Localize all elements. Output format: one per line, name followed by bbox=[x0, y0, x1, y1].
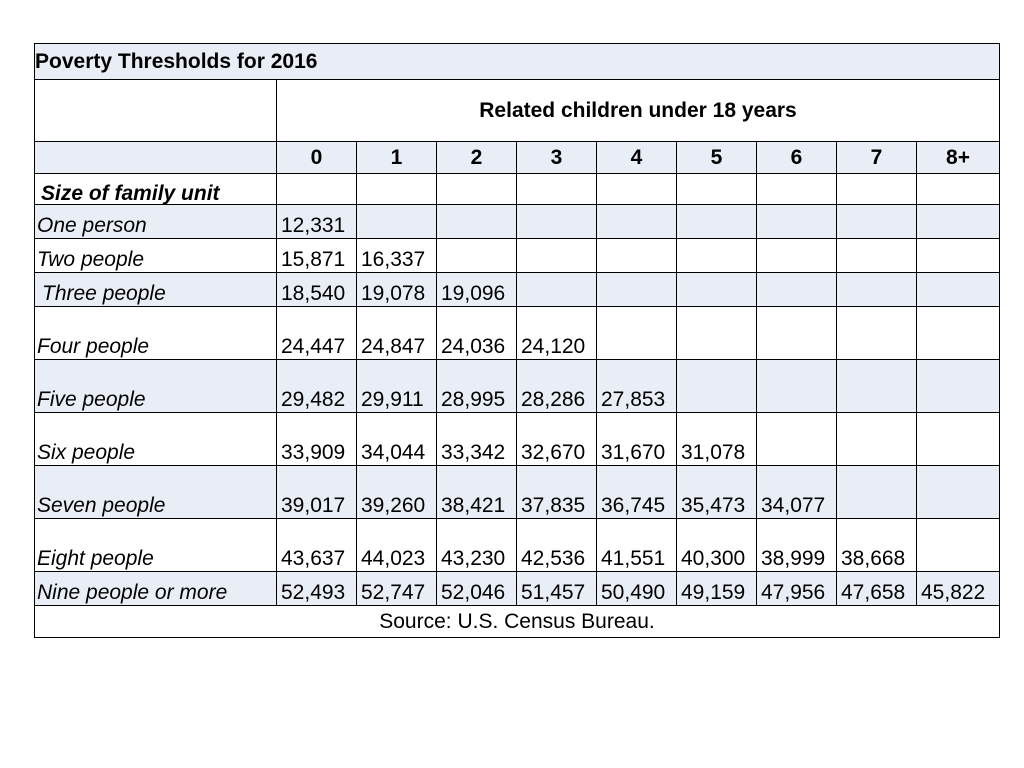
empty-header-cell bbox=[35, 142, 277, 174]
table-cell: 52,747 bbox=[357, 572, 437, 606]
table-row bbox=[35, 205, 1000, 239]
col-header-3: 3 bbox=[517, 142, 597, 174]
row-label: Two people bbox=[35, 239, 277, 273]
table-cell: 38,668 bbox=[837, 519, 917, 572]
table-cell bbox=[757, 205, 837, 239]
size-of-family-row bbox=[35, 174, 1000, 205]
table-cell bbox=[757, 413, 837, 466]
title-row bbox=[35, 44, 1000, 80]
table-cell bbox=[917, 519, 1000, 572]
row-label: Three people bbox=[35, 273, 277, 307]
table-cell bbox=[437, 239, 517, 273]
table-cell: 27,853 bbox=[597, 360, 677, 413]
table-cell: 18,540 bbox=[277, 273, 357, 307]
row-label: Nine people or more bbox=[35, 572, 277, 606]
table-cell: 47,658 bbox=[837, 572, 917, 606]
table-cell: 29,482 bbox=[277, 360, 357, 413]
table-cell: 39,017 bbox=[277, 466, 357, 519]
table-cell: 43,637 bbox=[277, 519, 357, 572]
table-cell bbox=[517, 239, 597, 273]
source-note: Source: U.S. Census Bureau. bbox=[35, 606, 1000, 638]
table-cell bbox=[677, 205, 757, 239]
row-label: One person bbox=[35, 205, 277, 239]
table-cell: 37,835 bbox=[517, 466, 597, 519]
table-cell: 16,337 bbox=[357, 239, 437, 273]
table-cell: 31,078 bbox=[677, 413, 757, 466]
table-cell: 29,911 bbox=[357, 360, 437, 413]
table-cell bbox=[837, 205, 917, 239]
table-cell: 34,044 bbox=[357, 413, 437, 466]
table-cell: 44,023 bbox=[357, 519, 437, 572]
table-cell: 19,096 bbox=[437, 273, 517, 307]
table-cell bbox=[597, 239, 677, 273]
table-cell bbox=[437, 205, 517, 239]
col-header-0: 0 bbox=[277, 142, 357, 174]
table-cell bbox=[677, 360, 757, 413]
table-cell bbox=[757, 307, 837, 360]
table-row bbox=[35, 360, 1000, 413]
table-cell: 42,536 bbox=[517, 519, 597, 572]
table-cell: 15,871 bbox=[277, 239, 357, 273]
table-cell: 38,999 bbox=[757, 519, 837, 572]
table-cell: 49,159 bbox=[677, 572, 757, 606]
table-cell: 50,490 bbox=[597, 572, 677, 606]
col-header-2: 2 bbox=[437, 142, 517, 174]
column-header-row bbox=[35, 142, 1000, 174]
table-cell: 28,995 bbox=[437, 360, 517, 413]
table-cell: 33,909 bbox=[277, 413, 357, 466]
table-cell: 34,077 bbox=[757, 466, 837, 519]
table-title: Poverty Thresholds for 2016 bbox=[35, 44, 1000, 80]
table-row bbox=[35, 572, 1000, 606]
table-cell: 33,342 bbox=[437, 413, 517, 466]
table-cell: 24,447 bbox=[277, 307, 357, 360]
table-row bbox=[35, 413, 1000, 466]
table-cell bbox=[837, 413, 917, 466]
table-cell: 41,551 bbox=[597, 519, 677, 572]
table-cell bbox=[757, 239, 837, 273]
table-cell bbox=[837, 466, 917, 519]
col-header-4: 4 bbox=[597, 142, 677, 174]
table-cell: 36,745 bbox=[597, 466, 677, 519]
table-cell: 52,493 bbox=[277, 572, 357, 606]
table-cell: 19,078 bbox=[357, 273, 437, 307]
table-cell: 35,473 bbox=[677, 466, 757, 519]
table-row bbox=[35, 466, 1000, 519]
table-cell: 43,230 bbox=[437, 519, 517, 572]
table-cell bbox=[677, 307, 757, 360]
table-cell bbox=[517, 273, 597, 307]
col-header-1: 1 bbox=[357, 142, 437, 174]
row-label: Eight people bbox=[35, 519, 277, 572]
table-cell bbox=[597, 205, 677, 239]
table-cell bbox=[917, 466, 1000, 519]
table-cell bbox=[917, 413, 1000, 466]
table-cell bbox=[917, 273, 1000, 307]
table-cell: 12,331 bbox=[277, 205, 357, 239]
table-cell: 28,286 bbox=[517, 360, 597, 413]
row-label: Seven people bbox=[35, 466, 277, 519]
empty-corner-cell bbox=[35, 80, 277, 142]
table-cell bbox=[597, 307, 677, 360]
table-cell: 40,300 bbox=[677, 519, 757, 572]
table-cell bbox=[757, 273, 837, 307]
row-label: Five people bbox=[35, 360, 277, 413]
table-cell bbox=[917, 307, 1000, 360]
table-cell: 24,847 bbox=[357, 307, 437, 360]
table-row bbox=[35, 273, 1000, 307]
table-cell bbox=[677, 273, 757, 307]
source-row bbox=[35, 606, 1000, 638]
row-label: Four people bbox=[35, 307, 277, 360]
row-label: Six people bbox=[35, 413, 277, 466]
table-cell bbox=[357, 205, 437, 239]
table-cell: 52,046 bbox=[437, 572, 517, 606]
table-cell: 31,670 bbox=[597, 413, 677, 466]
table-cell: 38,421 bbox=[437, 466, 517, 519]
table-row bbox=[35, 239, 1000, 273]
table-cell bbox=[837, 273, 917, 307]
table-cell bbox=[677, 239, 757, 273]
related-children-header: Related children under 18 years bbox=[277, 80, 1000, 142]
table-cell bbox=[517, 205, 597, 239]
table-cell: 24,120 bbox=[517, 307, 597, 360]
table-cell: 47,956 bbox=[757, 572, 837, 606]
table-cell bbox=[597, 273, 677, 307]
table-cell bbox=[837, 239, 917, 273]
table-row bbox=[35, 307, 1000, 360]
table-row bbox=[35, 519, 1000, 572]
poverty-thresholds-table bbox=[34, 43, 1000, 638]
related-children-row bbox=[35, 80, 1000, 142]
table-cell: 45,822 bbox=[917, 572, 1000, 606]
table-cell bbox=[837, 360, 917, 413]
col-header-8plus: 8+ bbox=[917, 142, 1000, 174]
table-cell bbox=[917, 205, 1000, 239]
col-header-7: 7 bbox=[837, 142, 917, 174]
table-cell bbox=[837, 307, 917, 360]
table-cell bbox=[917, 360, 1000, 413]
col-header-5: 5 bbox=[677, 142, 757, 174]
table-cell: 24,036 bbox=[437, 307, 517, 360]
table-cell: 32,670 bbox=[517, 413, 597, 466]
table-cell: 51,457 bbox=[517, 572, 597, 606]
size-of-family-label: Size of family unit bbox=[35, 174, 277, 205]
col-header-6: 6 bbox=[757, 142, 837, 174]
table-cell: 39,260 bbox=[357, 466, 437, 519]
table-cell bbox=[757, 360, 837, 413]
table-cell bbox=[917, 239, 1000, 273]
